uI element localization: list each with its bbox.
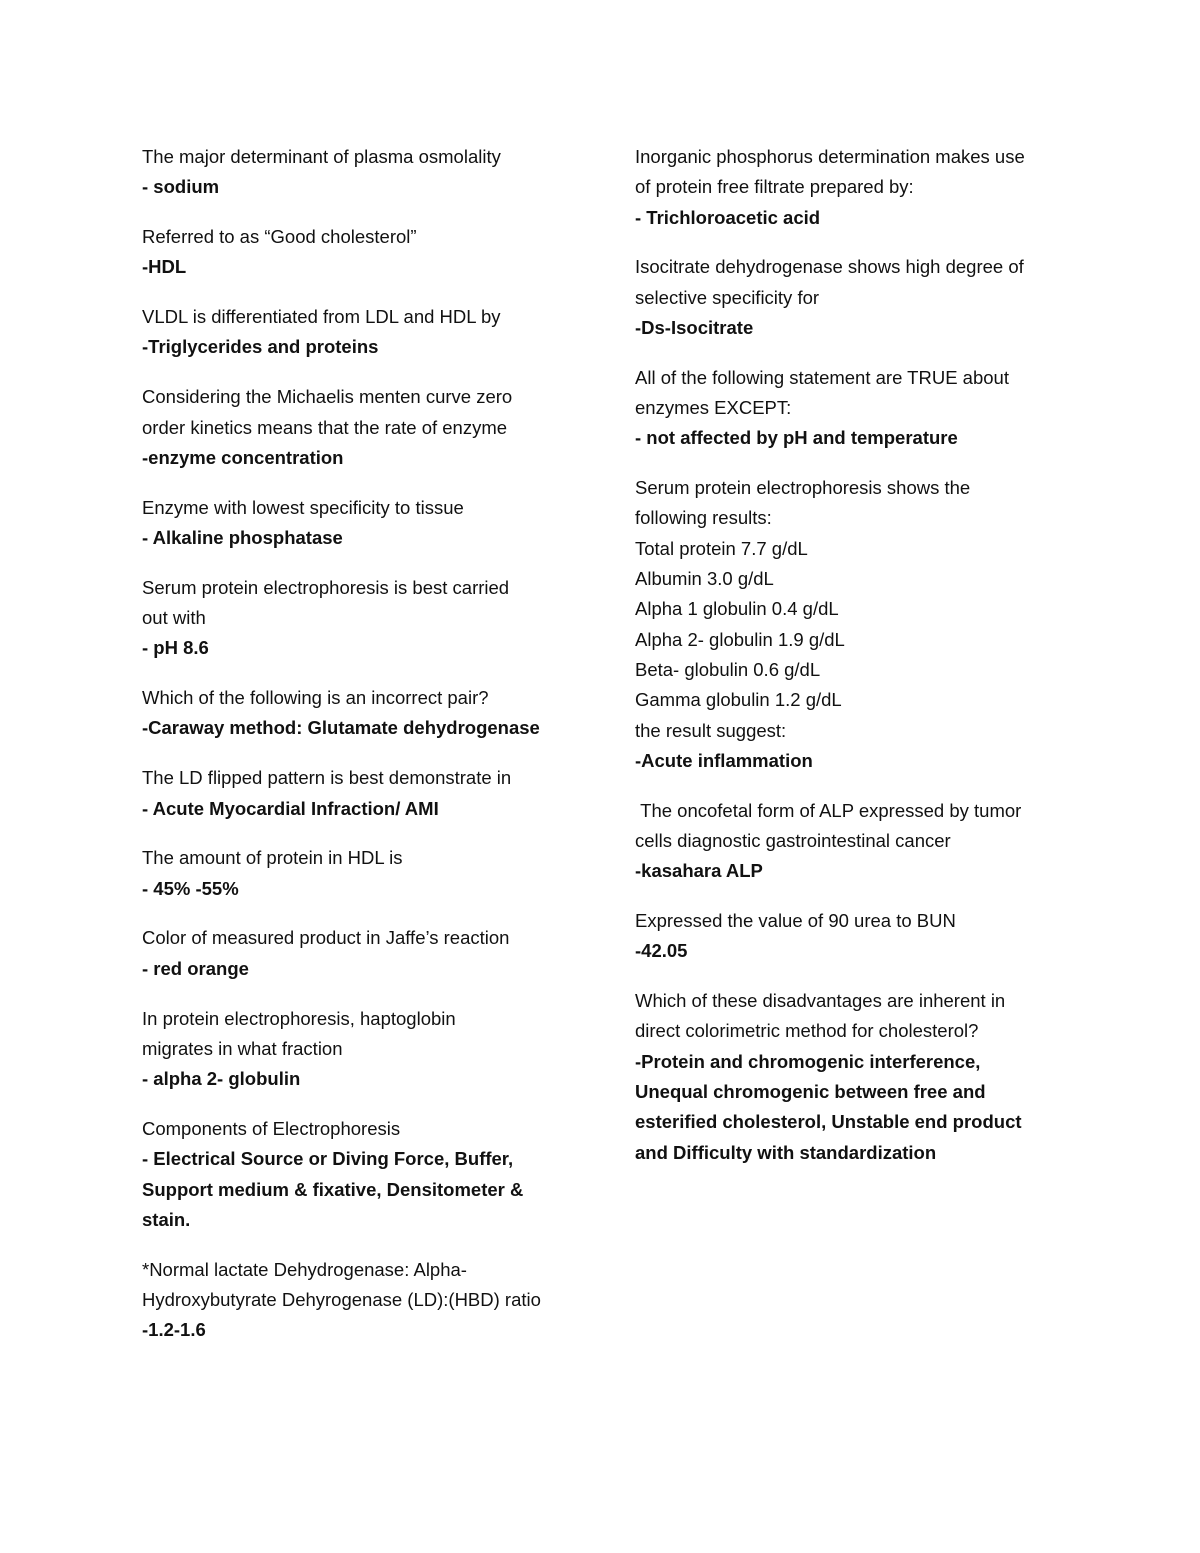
answer-line: - Alkaline phosphatase bbox=[142, 526, 343, 548]
question-line: selective specificity for bbox=[635, 286, 820, 308]
answer-line: -1.2-1.6 bbox=[142, 1319, 206, 1341]
answer-line: -kasahara ALP bbox=[635, 860, 763, 882]
question-line: Hydroxybutyrate Dehyrogenase (LD):(HBD) ratio bbox=[142, 1288, 541, 1310]
qa-item bbox=[142, 1114, 587, 1235]
question-line: Alpha 2- globulin 1.9 g/dL bbox=[635, 628, 845, 650]
question-line: The major determinant of plasma osmolality bbox=[142, 146, 501, 167]
question-line: *Normal lactate Dehydrogenase: Alpha- bbox=[142, 1258, 467, 1280]
question-line: Color of measured product in Jaffe’s reaction bbox=[142, 927, 510, 949]
qa-item bbox=[635, 796, 1075, 887]
question-line: In protein electrophoresis, haptoglobin bbox=[142, 1007, 456, 1029]
question-line: The oncofetal form of ALP expressed by tumor bbox=[635, 799, 1022, 821]
question-line: out with bbox=[142, 607, 206, 629]
question-line: Alpha 1 globulin 0.4 g/dL bbox=[635, 598, 839, 620]
answer-line: and Difficulty with standardization bbox=[635, 1141, 937, 1163]
question-line: Total protein 7.7 g/dL bbox=[635, 537, 808, 559]
answer-line: - Trichloroacetic acid bbox=[635, 206, 821, 228]
qa-item bbox=[142, 573, 587, 664]
question-line: Referred to as “Good cholesterol” bbox=[142, 226, 417, 248]
qa-item bbox=[142, 142, 587, 203]
answer-line: - sodium bbox=[142, 176, 220, 198]
question-line: order kinetics means that the rate of enzyme bbox=[142, 416, 508, 438]
qa-item bbox=[142, 683, 587, 744]
answer-line: - Acute Myocardial Infraction/ AMI bbox=[142, 797, 439, 819]
qa-item bbox=[635, 473, 1075, 776]
answer-line: -HDL bbox=[142, 256, 187, 278]
qa-item bbox=[635, 906, 1075, 967]
question-line: Components of Electrophoresis bbox=[142, 1117, 401, 1139]
left-column bbox=[142, 142, 587, 1365]
qa-item bbox=[142, 302, 587, 363]
question-line: cells diagnostic gastrointestinal cancer bbox=[635, 829, 951, 851]
qa-item bbox=[635, 252, 1075, 343]
question-line: Expressed the value of 90 urea to BUN bbox=[635, 910, 956, 932]
qa-item bbox=[142, 222, 587, 283]
qa-item bbox=[635, 363, 1075, 454]
question-line: The amount of protein in HDL is bbox=[142, 847, 403, 869]
qa-item bbox=[142, 843, 587, 904]
question-line: VLDL is differentiated from LDL and HDL by bbox=[142, 306, 501, 328]
question-line: Considering the Michaelis menten curve zero bbox=[142, 386, 513, 408]
question-line: migrates in what fraction bbox=[142, 1037, 343, 1059]
question-line: enzymes EXCEPT: bbox=[635, 397, 792, 419]
question-line: of protein free filtrate prepared by: bbox=[635, 176, 914, 198]
qa-item bbox=[142, 1004, 587, 1095]
answer-line: - not affected by pH and temperature bbox=[635, 427, 958, 449]
question-line: following results: bbox=[635, 507, 772, 529]
answer-line: Support medium & fixative, Densitometer & bbox=[142, 1178, 524, 1200]
right-column bbox=[635, 142, 1075, 1187]
question-line: All of the following statement are TRUE about bbox=[635, 366, 1009, 388]
question-line: Which of the following is an incorrect pair? bbox=[142, 687, 489, 709]
qa-item bbox=[635, 142, 1075, 233]
question-line: Enzyme with lowest specificity to tissue bbox=[142, 496, 464, 518]
answer-line: esterified cholesterol, Unstable end product bbox=[635, 1111, 1022, 1133]
question-line: Serum protein electrophoresis shows the bbox=[635, 477, 971, 499]
qa-item bbox=[142, 923, 587, 984]
qa-item bbox=[142, 763, 587, 824]
answer-line: stain. bbox=[142, 1208, 191, 1230]
answer-line: -Caraway method: Glutamate dehydrogenase bbox=[142, 717, 540, 739]
answer-line: - Electrical Source or Diving Force, Buffer, bbox=[142, 1148, 514, 1170]
answer-line: -Triglycerides and proteins bbox=[142, 336, 379, 358]
answer-line: - red orange bbox=[142, 957, 249, 979]
qa-item bbox=[142, 1255, 587, 1346]
answer-line: -Protein and chromogenic interference, bbox=[635, 1050, 981, 1072]
question-line: Which of these disadvantages are inherent in bbox=[635, 990, 1006, 1012]
answer-line: - 45% -55% bbox=[142, 877, 239, 899]
question-line: Albumin 3.0 g/dL bbox=[635, 568, 774, 590]
answer-line: -42.05 bbox=[635, 940, 688, 962]
answer-line: -Acute inflammation bbox=[635, 749, 813, 771]
answer-line: - pH 8.6 bbox=[142, 637, 209, 659]
question-line: Isocitrate dehydrogenase shows high degree of bbox=[635, 256, 1024, 278]
answer-line: Unequal chromogenic between free and bbox=[635, 1081, 986, 1103]
question-line: direct colorimetric method for cholesterol? bbox=[635, 1020, 979, 1042]
qa-item bbox=[635, 986, 1075, 1168]
qa-item bbox=[142, 493, 587, 554]
question-line: The LD flipped pattern is best demonstrate in bbox=[142, 767, 512, 789]
answer-line: -Ds-Isocitrate bbox=[635, 316, 754, 338]
question-line: Serum protein electrophoresis is best carried bbox=[142, 576, 510, 598]
question-line: Gamma globulin 1.2 g/dL bbox=[635, 689, 842, 711]
question-line: Beta- globulin 0.6 g/dL bbox=[635, 658, 821, 680]
answer-line: - alpha 2- globulin bbox=[142, 1068, 301, 1090]
answer-line: -enzyme concentration bbox=[142, 446, 344, 468]
question-line: Inorganic phosphorus determination makes use bbox=[635, 146, 1025, 167]
qa-item bbox=[142, 382, 587, 473]
question-line: the result suggest: bbox=[635, 719, 787, 741]
